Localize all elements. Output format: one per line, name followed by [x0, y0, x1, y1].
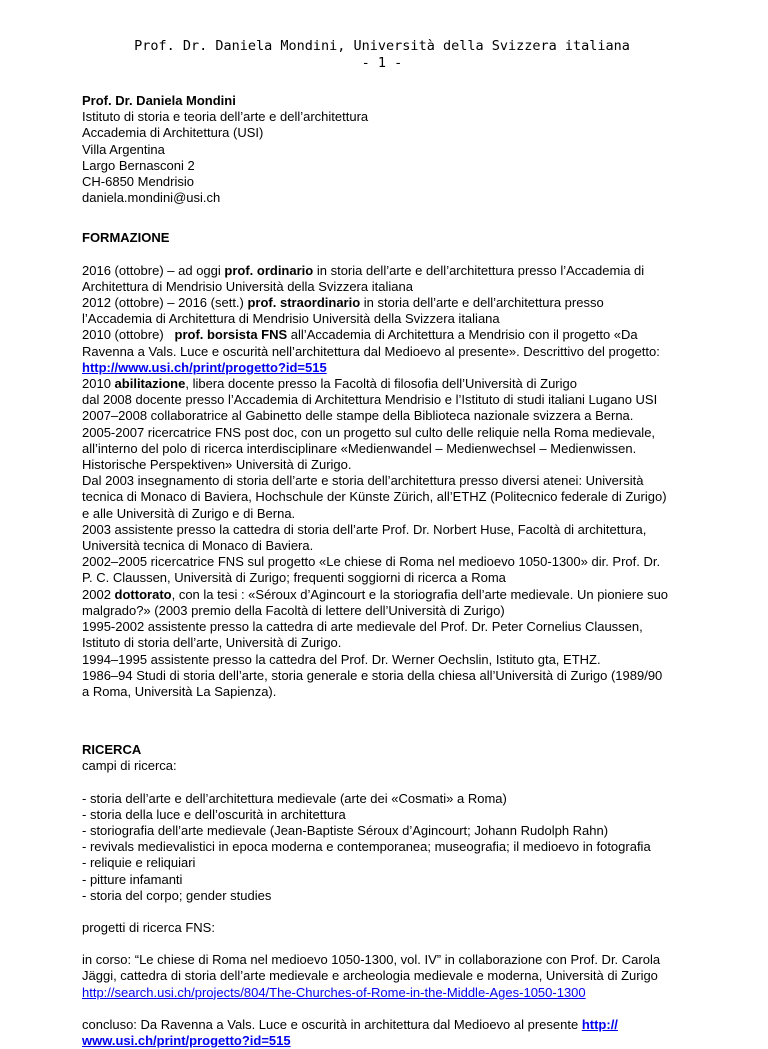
address-block [82, 93, 692, 206]
formazione-line: 2002 dottorato, con la tesi : «Séroux d’Agincourt e la storiografia dell’arte medievale. Un pioniere suo [82, 586, 669, 602]
formazione-section [82, 263, 692, 700]
formazione-line [82, 360, 692, 376]
formazione-line: 2003 assistente presso la cattedra di storia dell’arte Prof. Dr. Norbert Huse, Facoltà di architettura, [82, 521, 647, 537]
villa-line: Villa Argentina [82, 141, 165, 157]
formazione-line: 2005-2007 ricercatrice FNS post doc, con un progetto sul culto delle reliquie nella Roma medievale, [82, 424, 656, 440]
list-item: - storiografia dell’arte medievale (Jean-Baptiste Séroux d’Agincourt; Johann Rudolph Rahn) [82, 822, 609, 838]
formazione-line: P. C. Claussen, Università di Zurigo; frequenti soggiorni di ricerca a Roma [82, 570, 506, 586]
email-line: daniela.mondini@usi.ch [82, 190, 221, 206]
formazione-line: all’interno del polo di ricerca interdisciplinare «Medienwandel – Medienwechsel – Medienwissen. [82, 440, 637, 456]
formazione-line: Università tecnica di Monaco di Baviera. [82, 538, 314, 554]
list-item: - reliquie e reliquiari [82, 855, 196, 871]
formazione-line: dal 2008 docente presso l’Accademia di Architettura Mendrisio e l’Istituto di studi italiani Lugano USI [82, 392, 658, 408]
formazione-line: Architettura di Mendrisio Università della Svizzera italiana [82, 278, 413, 294]
incorso-line: Jäggi, cattedra di storia dell’arte medievale e archeologia medievale e moderna, Università di Zurigo [82, 968, 658, 984]
formazione-line: Historische Perspektiven» Università di Zurigo. [82, 457, 352, 473]
formazione-line: 2016 (ottobre) – ad oggi prof. ordinario in storia dell’arte e dell’architettura presso l’Accademia di [82, 262, 645, 278]
formazione-line: Istituto di storia dell’arte, Università di Zurigo. [82, 635, 342, 651]
progetti-label: progetti di ricerca FNS: [82, 919, 215, 935]
project-link[interactable]: http://www.usi.ch/print/progetto?id=515 [82, 359, 327, 375]
formazione-line: 2010 (ottobre) prof. borsista FNS all’Accademia di Architettura a Mendrisio con il progetto «Da [82, 327, 638, 343]
research-fields-list [82, 791, 692, 904]
formazione-line: 2010 abilitazione, libera docente presso la Facoltà di filosofia dell’Università di Zurigo [82, 376, 577, 392]
concluso-link[interactable]: http:// [581, 1016, 618, 1032]
formazione-line: e alle Università di Zurigo e di Berna. [82, 505, 296, 521]
formazione-line: 2007–2008 collaboratrice al Gabinetto delle stampe della Biblioteca nazionale svizzera a Berna. [82, 408, 634, 424]
formazione-line: 1995-2002 assistente presso la cattedra di arte medievale del Prof. Dr. Peter Cornelius Claussen, [82, 619, 643, 635]
formazione-line: 1986–94 Studi di storia dell’arte, storia generale e storia della chiesa all’Università di Zurigo (1989/90 [82, 667, 663, 683]
list-item: - pitture infamanti [82, 871, 183, 887]
institute-line: Istituto di storia e teoria dell’arte e dell’architettura [82, 109, 369, 125]
city-line: CH-6850 Mendrisio [82, 174, 194, 190]
list-item: - revivals medievalistici in epoca moderna e contemporanea; museografia; il medioevo in fotografia [82, 839, 651, 855]
formazione-line: l’Accademia di Architettura di Mendrisio Università della Svizzera italiana [82, 311, 500, 327]
campi-label: campi di ricerca: [82, 758, 177, 774]
concluso-line: concluso: Da Ravenna a Vals. Luce e oscurità in architettura dal Medioevo al presente http:// [82, 1016, 618, 1032]
author-name: Prof. Dr. Daniela Mondini [82, 93, 236, 108]
formazione-heading: FORMAZIONE [82, 230, 170, 246]
formazione-line: malgrado?» (2003 premio della Facoltà di lettere dell’Università di Zurigo) [82, 602, 505, 618]
street-line: Largo Bernasconi 2 [82, 157, 195, 173]
page-number: - 1 - [361, 55, 403, 71]
formazione-line: 1994–1995 assistente presso la cattedra del Prof. Dr. Werner Oechslin, Istituto gta, ETHZ. [82, 651, 601, 667]
ricerca-heading: RICERCA [82, 742, 142, 758]
list-item: - storia della luce e dell’oscurità in architettura [82, 806, 346, 822]
header-title: Prof. Dr. Daniela Mondini, Università della Svizzera italiana [134, 38, 630, 54]
formazione-line: tecnica di Monaco di Baviera, Hochschule der Künste Zürich, all’ETHZ (Politecnico federale di Zurigo) [82, 489, 667, 505]
concluso-line [82, 1033, 692, 1049]
formazione-line: a Roma, Università La Sapienza). [82, 683, 277, 699]
formazione-line: 2002–2005 ricercatrice FNS sul progetto «Le chiese di Roma nel medioevo 1050-1300» dir. Prof. Dr. [82, 554, 661, 570]
formazione-line: 2012 (ottobre) – 2016 (sett.) prof. straordinario in storia dell’arte e dell’architettura presso [82, 295, 604, 311]
academy-line: Accademia di Architettura (USI) [82, 125, 264, 141]
list-item: - storia dell’arte e dell’architettura medievale (arte dei «Cosmati» a Roma) [82, 790, 507, 806]
formazione-line: Dal 2003 insegnamento di storia dell’arte e storia dell’architettura presso diversi atenei: Università [82, 473, 644, 489]
document-page [82, 38, 692, 1049]
churches-project-link[interactable]: http://search.usi.ch/projects/804/The-Churches-of-Rome-in-the-Middle-Ages-1050-1300 [82, 984, 586, 1000]
incorso-line: in corso: “Le chiese di Roma nel medioevo 1050-1300, vol. IV” in collaborazione con Prof. Dr. Carola [82, 952, 661, 968]
incorso-line [82, 985, 692, 1001]
formazione-line: Ravenna a Vals. Luce e oscurità nell’architettura dal Medioevo al presente». Descrittivo del progetto: [82, 343, 660, 359]
list-item: - storia del corpo; gender studies [82, 887, 272, 903]
page-header [72, 38, 692, 72]
concluso-link[interactable]: www.usi.ch/print/progetto?id=515 [82, 1032, 291, 1048]
